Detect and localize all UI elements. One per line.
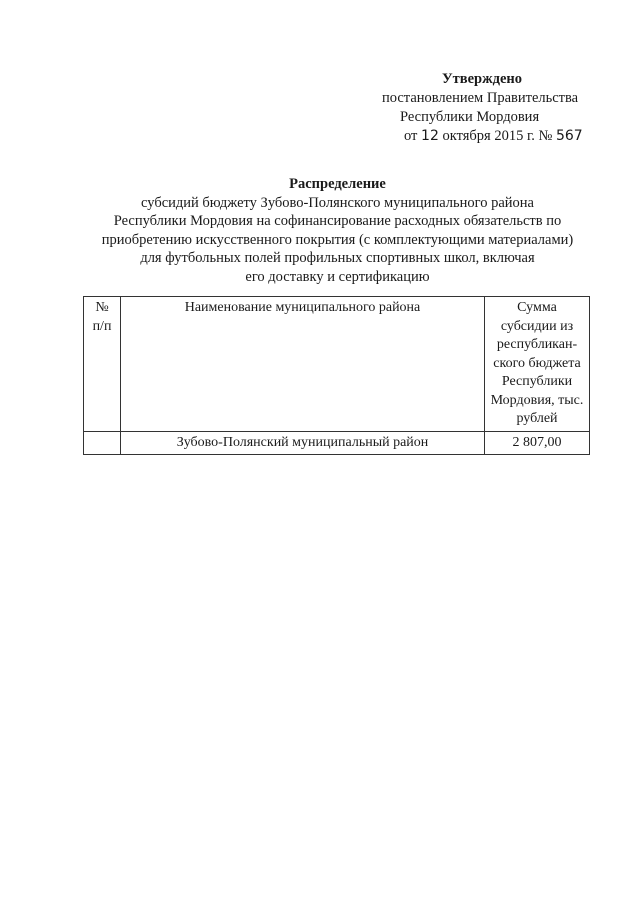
heading-line-3: приобретению искусственного покрытия (с комплектующими материалами)	[101, 231, 574, 248]
cell-sum: 2 807,00	[485, 431, 590, 455]
heading-line-2: Республики Мордовия на софинансирование расходных обязательств по	[113, 213, 562, 229]
heading-line-4: для футбольных полей профильных спортивных школ, включая	[140, 250, 535, 266]
cell-name: Зубово-Полянский муниципальный район	[121, 431, 485, 455]
table-header-row	[84, 297, 590, 432]
approval-number: 567	[555, 128, 583, 144]
approval-line-1: постановлением Правительства	[382, 90, 579, 106]
approval-date-prefix: от	[404, 128, 418, 144]
approval-date-line	[340, 127, 630, 146]
approval-block	[340, 70, 630, 146]
cell-num	[84, 431, 121, 455]
heading-line-1: субсидий бюджету Зубово-Полянского муниципального района	[141, 194, 534, 211]
heading-line-5: его доставку и сертификацию	[245, 268, 430, 285]
approval-title: Утверждено	[442, 71, 522, 87]
document-title: Распределение	[289, 176, 386, 192]
approval-line-2: Республики Мордовия	[400, 109, 540, 125]
approval-date-day: 12	[421, 128, 439, 144]
header-name: Наименование муниципального района	[121, 297, 485, 432]
subsidy-table	[83, 296, 590, 455]
document-heading	[60, 175, 615, 286]
header-sum: Сумма субсидии из республикан-ского бюджета Республики Мордовия, тыс. рублей	[485, 297, 590, 432]
table-row	[84, 431, 590, 455]
header-num: № п/п	[84, 297, 121, 432]
approval-date-rest: октября 2015 г. №	[442, 128, 553, 144]
